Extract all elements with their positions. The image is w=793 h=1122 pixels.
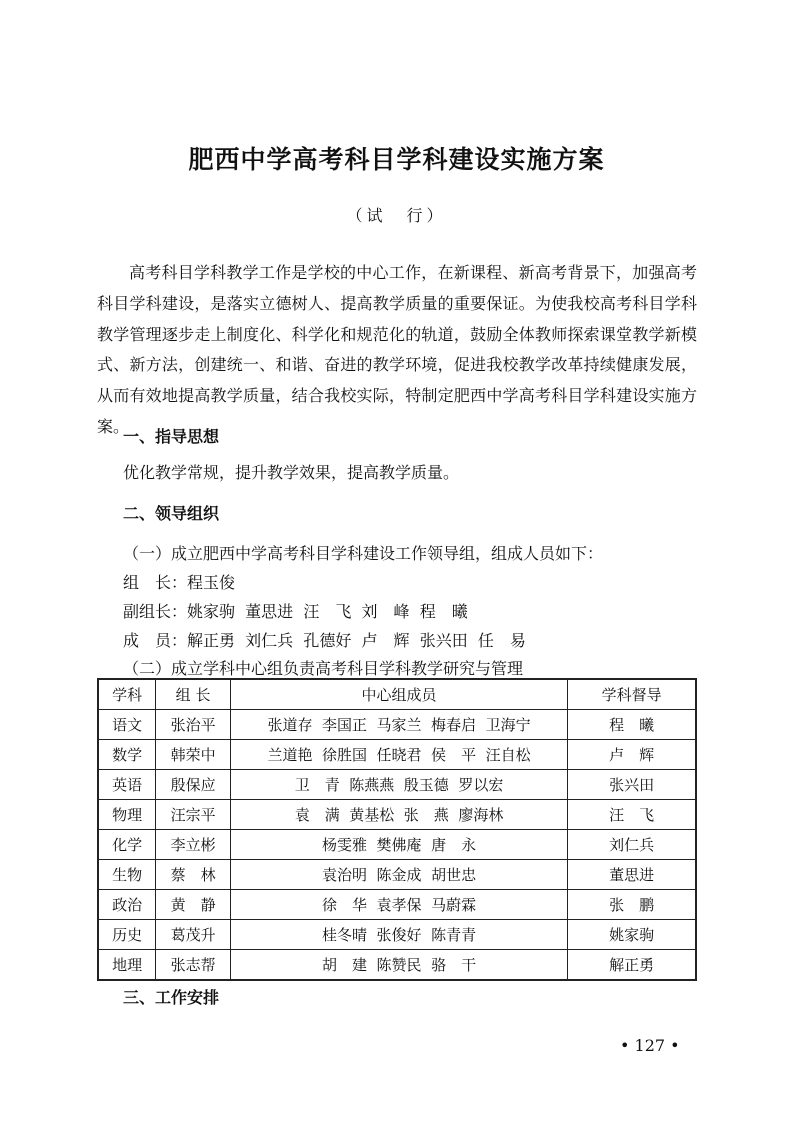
- members-line: 成 员：解正勇 刘仁兵 孔德好 卢 辉 张兴田 任 易: [123, 631, 526, 650]
- subject-group-table: [97, 678, 697, 981]
- group-leader-cell: 张治平: [156, 710, 231, 740]
- group-leader-cell: 李立彬: [156, 830, 231, 860]
- page-number: • 127 •: [620, 1036, 680, 1055]
- table-row: [98, 770, 696, 800]
- members-cell: 袁 满 黄基松 张 燕 廖海林: [230, 800, 567, 830]
- header-supervisor: 学科督导: [568, 679, 696, 710]
- members-cell: 杨雯雅 樊佛庵 唐 永: [230, 830, 567, 860]
- supervisor-cell: 姚家驹: [568, 920, 696, 950]
- subject-cell: 生物: [98, 860, 156, 890]
- supervisor-cell: 汪 飞: [568, 800, 696, 830]
- leader-line: 组 长：程玉俊: [123, 573, 236, 592]
- subject-cell: 政治: [98, 890, 156, 920]
- leadership-item-1: （一）成立肥西中学高考科目学科建设工作领导组，组成人员如下：: [123, 544, 604, 563]
- supervisor-cell: 程 曦: [568, 710, 696, 740]
- header-group-leader: 组 长: [156, 679, 231, 710]
- subject-cell: 历史: [98, 920, 156, 950]
- subject-cell: 化学: [98, 830, 156, 860]
- members-cell: 兰道艳 徐胜国 任晓君 侯 平 汪自松: [230, 740, 567, 770]
- subject-cell: 语文: [98, 710, 156, 740]
- subject-cell: 地理: [98, 950, 156, 981]
- leadership-item-2: （二）成立学科中心组负责高考科目学科教学研究与管理: [123, 659, 524, 678]
- table-body: [98, 679, 696, 980]
- table-row: [98, 800, 696, 830]
- table-row: [98, 830, 696, 860]
- group-leader-cell: 汪宗平: [156, 800, 231, 830]
- group-leader-cell: 殷保应: [156, 770, 231, 800]
- group-leader-cell: 黄 静: [156, 890, 231, 920]
- subject-cell: 英语: [98, 770, 156, 800]
- group-leader-cell: 张志帮: [156, 950, 231, 981]
- guiding-text: 优化教学常规，提升教学效果，提高教学质量。: [123, 463, 460, 482]
- document-subtitle: （试 行）: [346, 206, 447, 225]
- section-heading-work: 三、工作安排: [123, 988, 220, 1007]
- members-cell: 胡 建 陈赞民 骆 干: [230, 950, 567, 981]
- table-header-row: [98, 679, 696, 710]
- table-row: [98, 890, 696, 920]
- table-row: [98, 950, 696, 981]
- vice-leader-line: 副组长：姚家驹 董思进 汪 飞 刘 峰 程 曦: [123, 602, 468, 621]
- supervisor-cell: 张 鹏: [568, 890, 696, 920]
- supervisor-cell: 董思进: [568, 860, 696, 890]
- members-cell: 卫 青 陈燕燕 殷玉德 罗以宏: [230, 770, 567, 800]
- supervisor-cell: 刘仁兵: [568, 830, 696, 860]
- table-row: [98, 740, 696, 770]
- supervisor-cell: 解正勇: [568, 950, 696, 981]
- members-cell: 徐 华 袁孝保 马蔚霖: [230, 890, 567, 920]
- table-row: [98, 710, 696, 740]
- supervisor-cell: 卢 辉: [568, 740, 696, 770]
- section-heading-guiding: 一、指导思想: [123, 427, 220, 446]
- subject-cell: 物理: [98, 800, 156, 830]
- document-title: 肥西中学高考科目学科建设实施方案: [188, 145, 605, 174]
- section-heading-leadership: 二、领导组织: [123, 504, 220, 523]
- table-row: [98, 860, 696, 890]
- intro-paragraph: 高考科目学科教学工作是学校的中心工作，在新课程、新高考背景下，加强高考科目学科建设，是落实立德树人、提高教学质量的重要保证。为使我校高考科目学科教学管理逐步走上制度化、科学化和规范化的轨道，鼓励全体教师探索课堂教学新模式、新方法，创建统一、和谐、奋进的教学环境，促进我校教学改革持续健康发展，从而有效地提高教学质量，结合我校实际，特制定肥西中学高考科目学科建设实施方案。: [97, 263, 697, 436]
- group-leader-cell: 韩荣中: [156, 740, 231, 770]
- group-leader-cell: 蔡 林: [156, 860, 231, 890]
- members-cell: 张道存 李国正 马家兰 梅春启 卫海宁: [230, 710, 567, 740]
- members-cell: 桂冬晴 张俊好 陈青青: [230, 920, 567, 950]
- supervisor-cell: 张兴田: [568, 770, 696, 800]
- header-members: 中心组成员: [230, 679, 567, 710]
- table-row: [98, 920, 696, 950]
- members-cell: 袁治明 陈金成 胡世忠: [230, 860, 567, 890]
- group-leader-cell: 葛茂升: [156, 920, 231, 950]
- header-subject: 学科: [98, 679, 156, 710]
- subject-cell: 数学: [98, 740, 156, 770]
